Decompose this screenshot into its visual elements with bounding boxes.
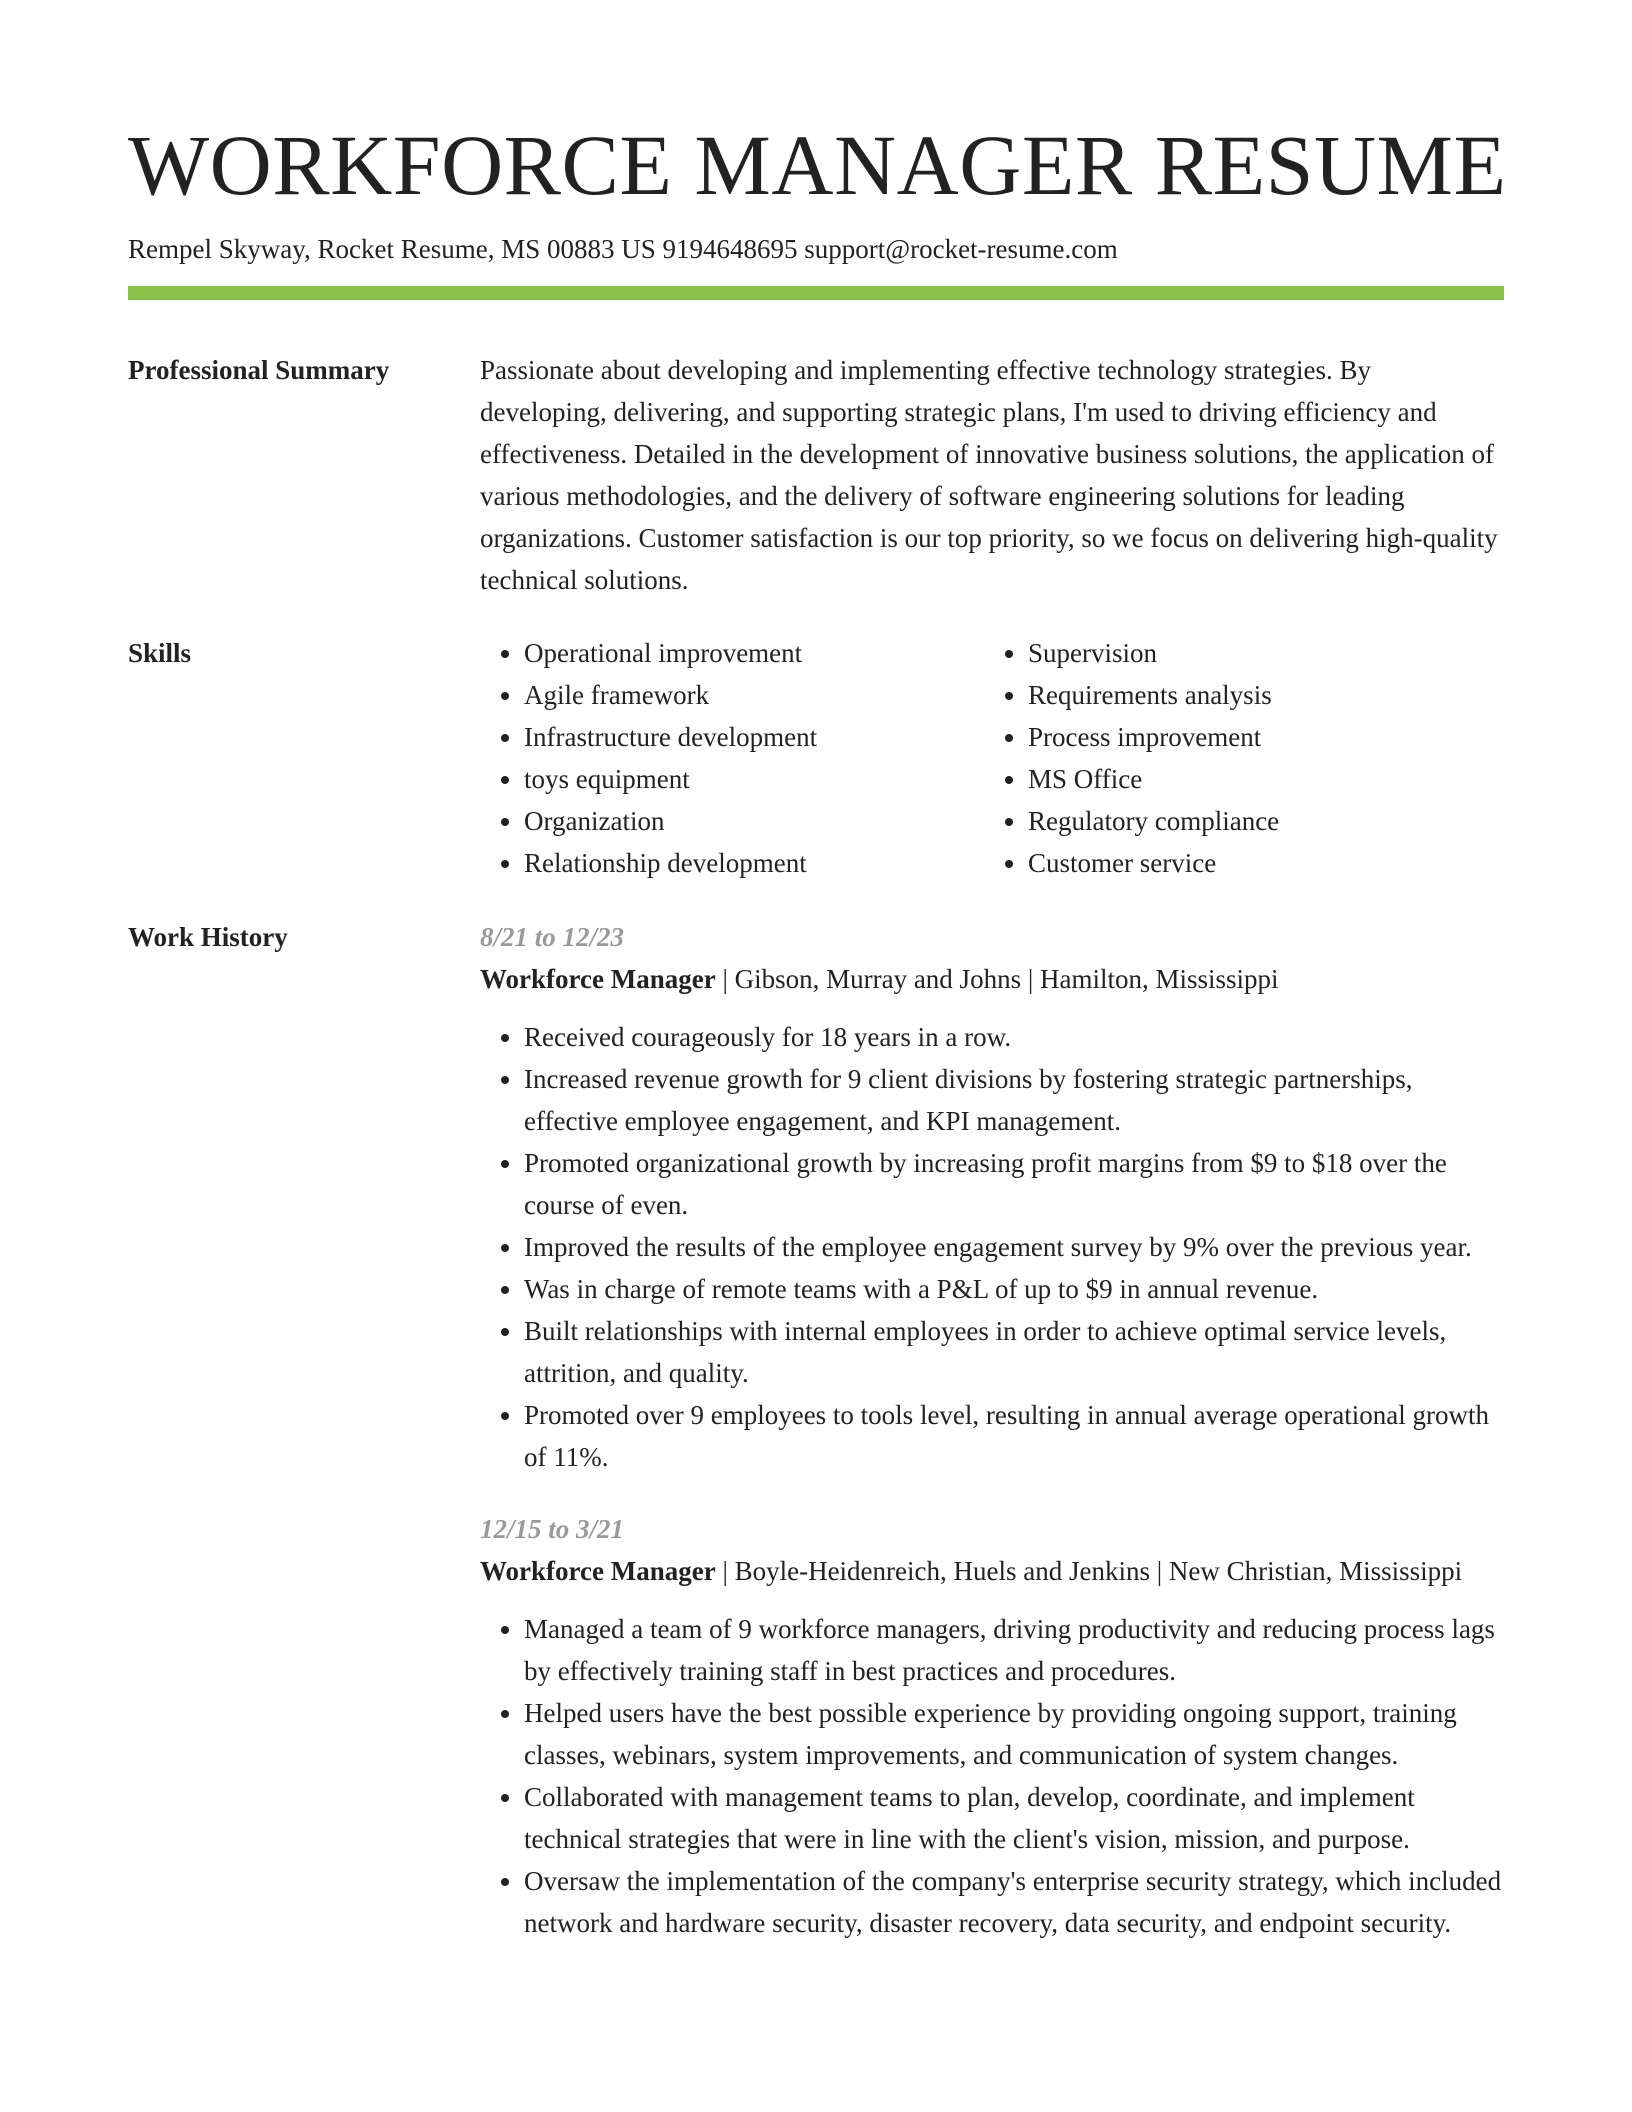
skills-body — [480, 632, 1504, 884]
skills-label: Skills — [128, 638, 192, 668]
summary-label: Professional Summary — [128, 355, 390, 385]
job-bullet: • Built relationships with internal employees in order to achieve optimal service levels, attrition, and quality. — [524, 1310, 1504, 1394]
skill-item: • Relationship development — [524, 842, 984, 884]
skill-item: • Organization — [524, 800, 984, 842]
job-bullet: • Promoted over 9 employees to tools level, resulting in annual average operational growth of 11%. — [524, 1394, 1504, 1478]
job-bullet: • Oversaw the implementation of the company's enterprise security strategy, which included network and hardware security, disaster recovery, data security, and endpoint security. — [524, 1860, 1504, 1944]
skill-item: • Process improvement — [1028, 716, 1488, 758]
work-history-body — [480, 916, 1504, 1974]
skill-item: • Supervision — [1028, 632, 1488, 674]
summary-body — [480, 349, 1504, 601]
skills-list-right — [984, 632, 1488, 884]
job-bullet: • Was in charge of remote teams with a P&L of up to $9 in annual revenue. — [524, 1268, 1504, 1310]
resume-title: WORKFORCE MANAGER RESUME — [128, 117, 1507, 213]
skill-item: • Regulatory compliance — [1028, 800, 1488, 842]
job-bullet: • Improved the results of the employee engagement survey by 9% over the previous year. — [524, 1226, 1504, 1268]
job-header — [480, 1550, 1504, 1592]
job-details: | Gibson, Murray and Johns | Hamilton, Mississippi — [715, 964, 1279, 994]
job-bullets — [480, 1016, 1504, 1478]
skill-item: • Operational improvement — [524, 632, 984, 674]
header-divider — [128, 286, 1504, 300]
job-bullet: • Managed a team of 9 workforce managers, driving productivity and reducing process lags by effectively training staff in best practices and procedures. — [524, 1608, 1504, 1692]
job-bullets — [480, 1608, 1504, 1944]
skill-item: • Customer service — [1028, 842, 1488, 884]
job-header — [480, 958, 1504, 1000]
skill-item: • Requirements analysis — [1028, 674, 1488, 716]
job-bullet: • Helped users have the best possible experience by providing ongoing support, training classes, webinars, system improvements, and communication of system changes. — [524, 1692, 1504, 1776]
job-bullet: • Collaborated with management teams to plan, develop, coordinate, and implement technical strategies that were in line with the client's vision, mission, and purpose. — [524, 1776, 1504, 1860]
job-entry — [480, 1508, 1504, 1944]
job-bullet: • Increased revenue growth for 9 client divisions by fostering strategic partnerships, effective employee engagement, and KPI management. — [524, 1058, 1504, 1142]
skill-item: • toys equipment — [524, 758, 984, 800]
job-title: Workforce Manager — [480, 964, 716, 994]
skills-columns — [480, 632, 1504, 884]
job-bullet: • Promoted organizational growth by increasing profit margins from $9 to $18 over the course of even. — [524, 1142, 1504, 1226]
job-entry — [480, 916, 1504, 1478]
skill-item: • Agile framework — [524, 674, 984, 716]
skill-item: • Infrastructure development — [524, 716, 984, 758]
job-details: | Boyle-Heidenreich, Huels and Jenkins | New Christian, Mississippi — [715, 1556, 1463, 1586]
job-dates: 8/21 to 12/23 — [480, 922, 625, 952]
summary-text: Passionate about developing and implementing effective technology strategies. By developing, delivering, and supporting strategic plans, I'm used to driving efficiency and effectiveness. Detailed in the development of innovative business solutions, the application of various methodologies, and the delivery of software engineering solutions for leading organizations. Customer satisfaction is our top priority, so we focus on delivering high-quality technical solutions. — [480, 355, 1498, 595]
job-title: Workforce Manager — [480, 1556, 716, 1586]
job-bullet: • Received courageously for 18 years in a row. — [524, 1016, 1504, 1058]
contact-line: Rempel Skyway, Rocket Resume, MS 00883 US 9194648695 support@rocket-resume.com — [128, 234, 1118, 264]
skills-list-left — [480, 632, 984, 884]
job-dates: 12/15 to 3/21 — [480, 1514, 625, 1544]
work-history-label: Work History — [128, 922, 288, 952]
skill-item: • MS Office — [1028, 758, 1488, 800]
